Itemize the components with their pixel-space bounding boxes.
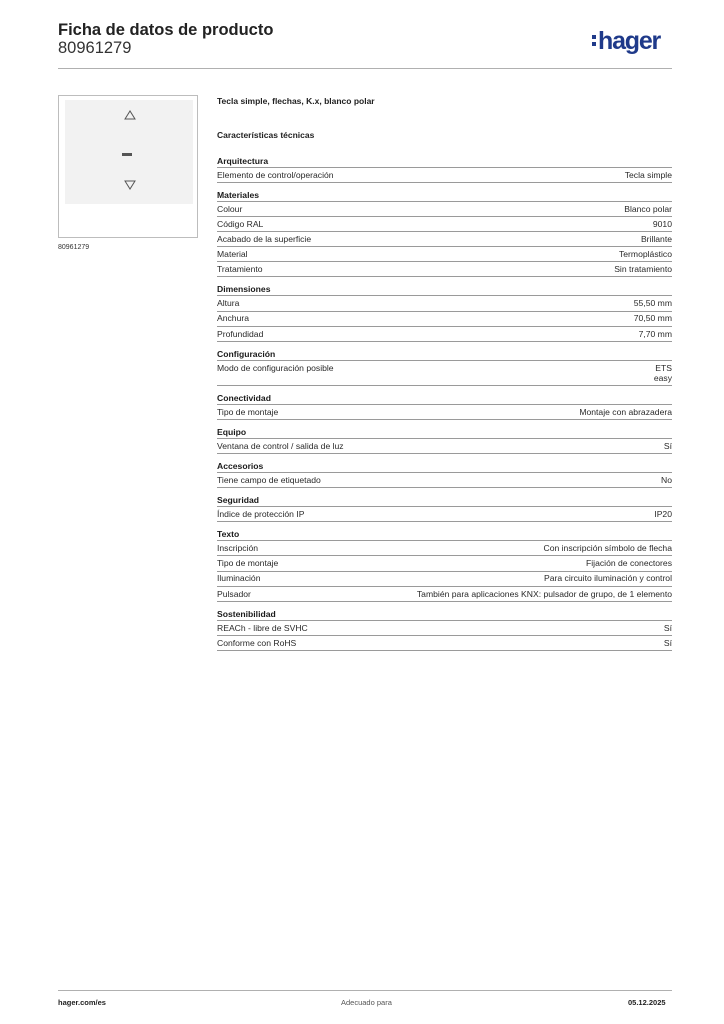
spec-value-line: Sí (663, 441, 672, 452)
spec-row (217, 296, 672, 311)
spec-value (614, 264, 672, 274)
spec-group-title: Dimensiones (217, 283, 672, 296)
spec-row (217, 327, 672, 342)
spec-group-title: Seguridad (217, 494, 672, 507)
spec-group (217, 494, 672, 522)
spec-value-line: IP20 (654, 509, 672, 520)
spec-group (217, 528, 672, 601)
spec-group (217, 283, 672, 341)
spec-label: Ventana de control / salida de luz (217, 441, 344, 452)
spec-label: Modo de configuración posible (217, 362, 334, 373)
spec-label: Pulsador (217, 588, 251, 599)
spec-value-line: Para circuito iluminación y control (543, 573, 672, 584)
spec-label: REACh - libre de SVHC (217, 622, 308, 633)
spec-value (661, 475, 672, 485)
spec-label: Altura (217, 298, 240, 309)
spec-label: Tipo de montaje (217, 406, 279, 417)
spec-row (217, 247, 672, 262)
product-name: Tecla simple, flechas, K.x, blanco polar (217, 96, 375, 106)
spec-value (544, 543, 673, 553)
hager-logo (592, 27, 660, 56)
spec-row (217, 202, 672, 217)
page-title: Ficha de datos de producto (58, 21, 274, 39)
spec-group (217, 348, 672, 386)
arrow-down-icon (124, 180, 136, 190)
spec-value-line: Blanco polar (624, 203, 672, 214)
spec-label: Iluminación (217, 573, 261, 584)
spec-group-title: Accesorios (217, 460, 672, 473)
spec-value (654, 363, 672, 384)
spec-row (217, 439, 672, 454)
spec-group-title: Conectividad (217, 392, 672, 405)
spec-value-line: Con inscripción símbolo de flecha (543, 543, 672, 554)
spec-label: Inscripción (217, 543, 259, 554)
spec-value (634, 298, 672, 308)
arrow-up-icon (124, 110, 136, 120)
spec-value-line: Montaje con abrazadera (579, 406, 672, 417)
spec-row (217, 168, 672, 183)
spec-label: Material (217, 249, 248, 260)
spec-value (579, 407, 672, 417)
spec-value-line: easy (653, 372, 672, 383)
spec-value (586, 558, 672, 568)
spec-value (619, 249, 672, 259)
spec-value (664, 638, 672, 648)
spec-value (654, 509, 672, 519)
footer-date: 05.12.2025 (628, 998, 666, 1007)
spec-group-title: Equipo (217, 426, 672, 439)
spec-label: Conforme con RoHS (217, 637, 297, 648)
spec-group-title: Materiales (217, 189, 672, 202)
image-caption: 80961279 (58, 244, 90, 251)
spec-value (544, 573, 672, 583)
spec-group (217, 189, 672, 277)
spec-value-line: Sí (663, 637, 672, 648)
spec-row (217, 556, 672, 571)
spec-group-title: Texto (217, 528, 672, 541)
spec-label: Código RAL (217, 219, 264, 230)
spec-label: Elemento de control/operación (217, 169, 334, 180)
minus-icon (122, 153, 132, 156)
product-image (58, 95, 198, 238)
spec-label: Acabado de la superficie (217, 234, 312, 245)
spec-row (217, 473, 672, 488)
spec-value (664, 441, 672, 451)
spec-value-line: Termoplástico (618, 249, 672, 260)
spec-value-line: Tecla simple (624, 169, 672, 180)
tech-heading: Características técnicas (217, 130, 315, 140)
spec-value (664, 623, 672, 633)
spec-group-title: Arquitectura (217, 155, 672, 168)
spec-label: Índice de protección IP (217, 509, 305, 520)
spec-group (217, 155, 672, 183)
footer-website: hager.com/es (58, 998, 106, 1007)
spec-value-line: No (661, 475, 672, 486)
spec-value (634, 313, 672, 323)
spec-row (217, 262, 672, 277)
spec-value-line: 55,50 mm (633, 298, 672, 309)
spec-label: Anchura (217, 313, 250, 324)
specs-table (217, 155, 672, 657)
spec-row (217, 232, 672, 247)
spec-label: Tratamiento (217, 264, 263, 275)
header-divider (58, 68, 672, 69)
spec-row (217, 312, 672, 327)
spec-value (641, 234, 672, 244)
spec-group (217, 460, 672, 488)
footer-note: Adecuado para (341, 998, 392, 1007)
spec-row (217, 405, 672, 420)
spec-group-title: Sostenibilidad (217, 608, 672, 621)
spec-value-line: 70,50 mm (633, 313, 672, 324)
spec-group-title: Configuración (217, 348, 672, 361)
spec-row (217, 361, 672, 386)
spec-value-line: 9010 (652, 219, 672, 230)
spec-row (217, 541, 672, 556)
spec-row (217, 572, 672, 587)
spec-value-line: Brillante (640, 234, 672, 245)
product-code: 80961279 (58, 39, 132, 57)
logo-colon-icon (592, 32, 596, 48)
spec-row (217, 621, 672, 636)
spec-value (624, 204, 672, 214)
spec-label: Tiene campo de etiquetado (217, 475, 321, 486)
spec-row (217, 636, 672, 651)
spec-value (417, 589, 672, 599)
spec-label: Profundidad (217, 328, 264, 339)
logo-text: hager (598, 27, 661, 55)
spec-value-line: Sin tratamiento (614, 264, 672, 275)
spec-group (217, 392, 672, 420)
spec-group (217, 426, 672, 454)
spec-group (217, 608, 672, 651)
spec-label: Colour (217, 203, 243, 214)
spec-value (639, 329, 672, 339)
spec-value-line: ETS (655, 362, 672, 373)
spec-row (217, 587, 672, 602)
spec-label: Tipo de montaje (217, 558, 279, 569)
spec-row (217, 217, 672, 232)
spec-value-line: Fijación de conectores (586, 558, 672, 569)
footer-divider (58, 990, 672, 991)
spec-row (217, 507, 672, 522)
spec-value-line: También para aplicaciones KNX: pulsador de grupo, de 1 elemento (416, 588, 672, 599)
spec-value (653, 219, 672, 229)
spec-value-line: 7,70 mm (638, 328, 672, 339)
spec-value (625, 170, 672, 180)
spec-value-line: Sí (663, 622, 672, 633)
